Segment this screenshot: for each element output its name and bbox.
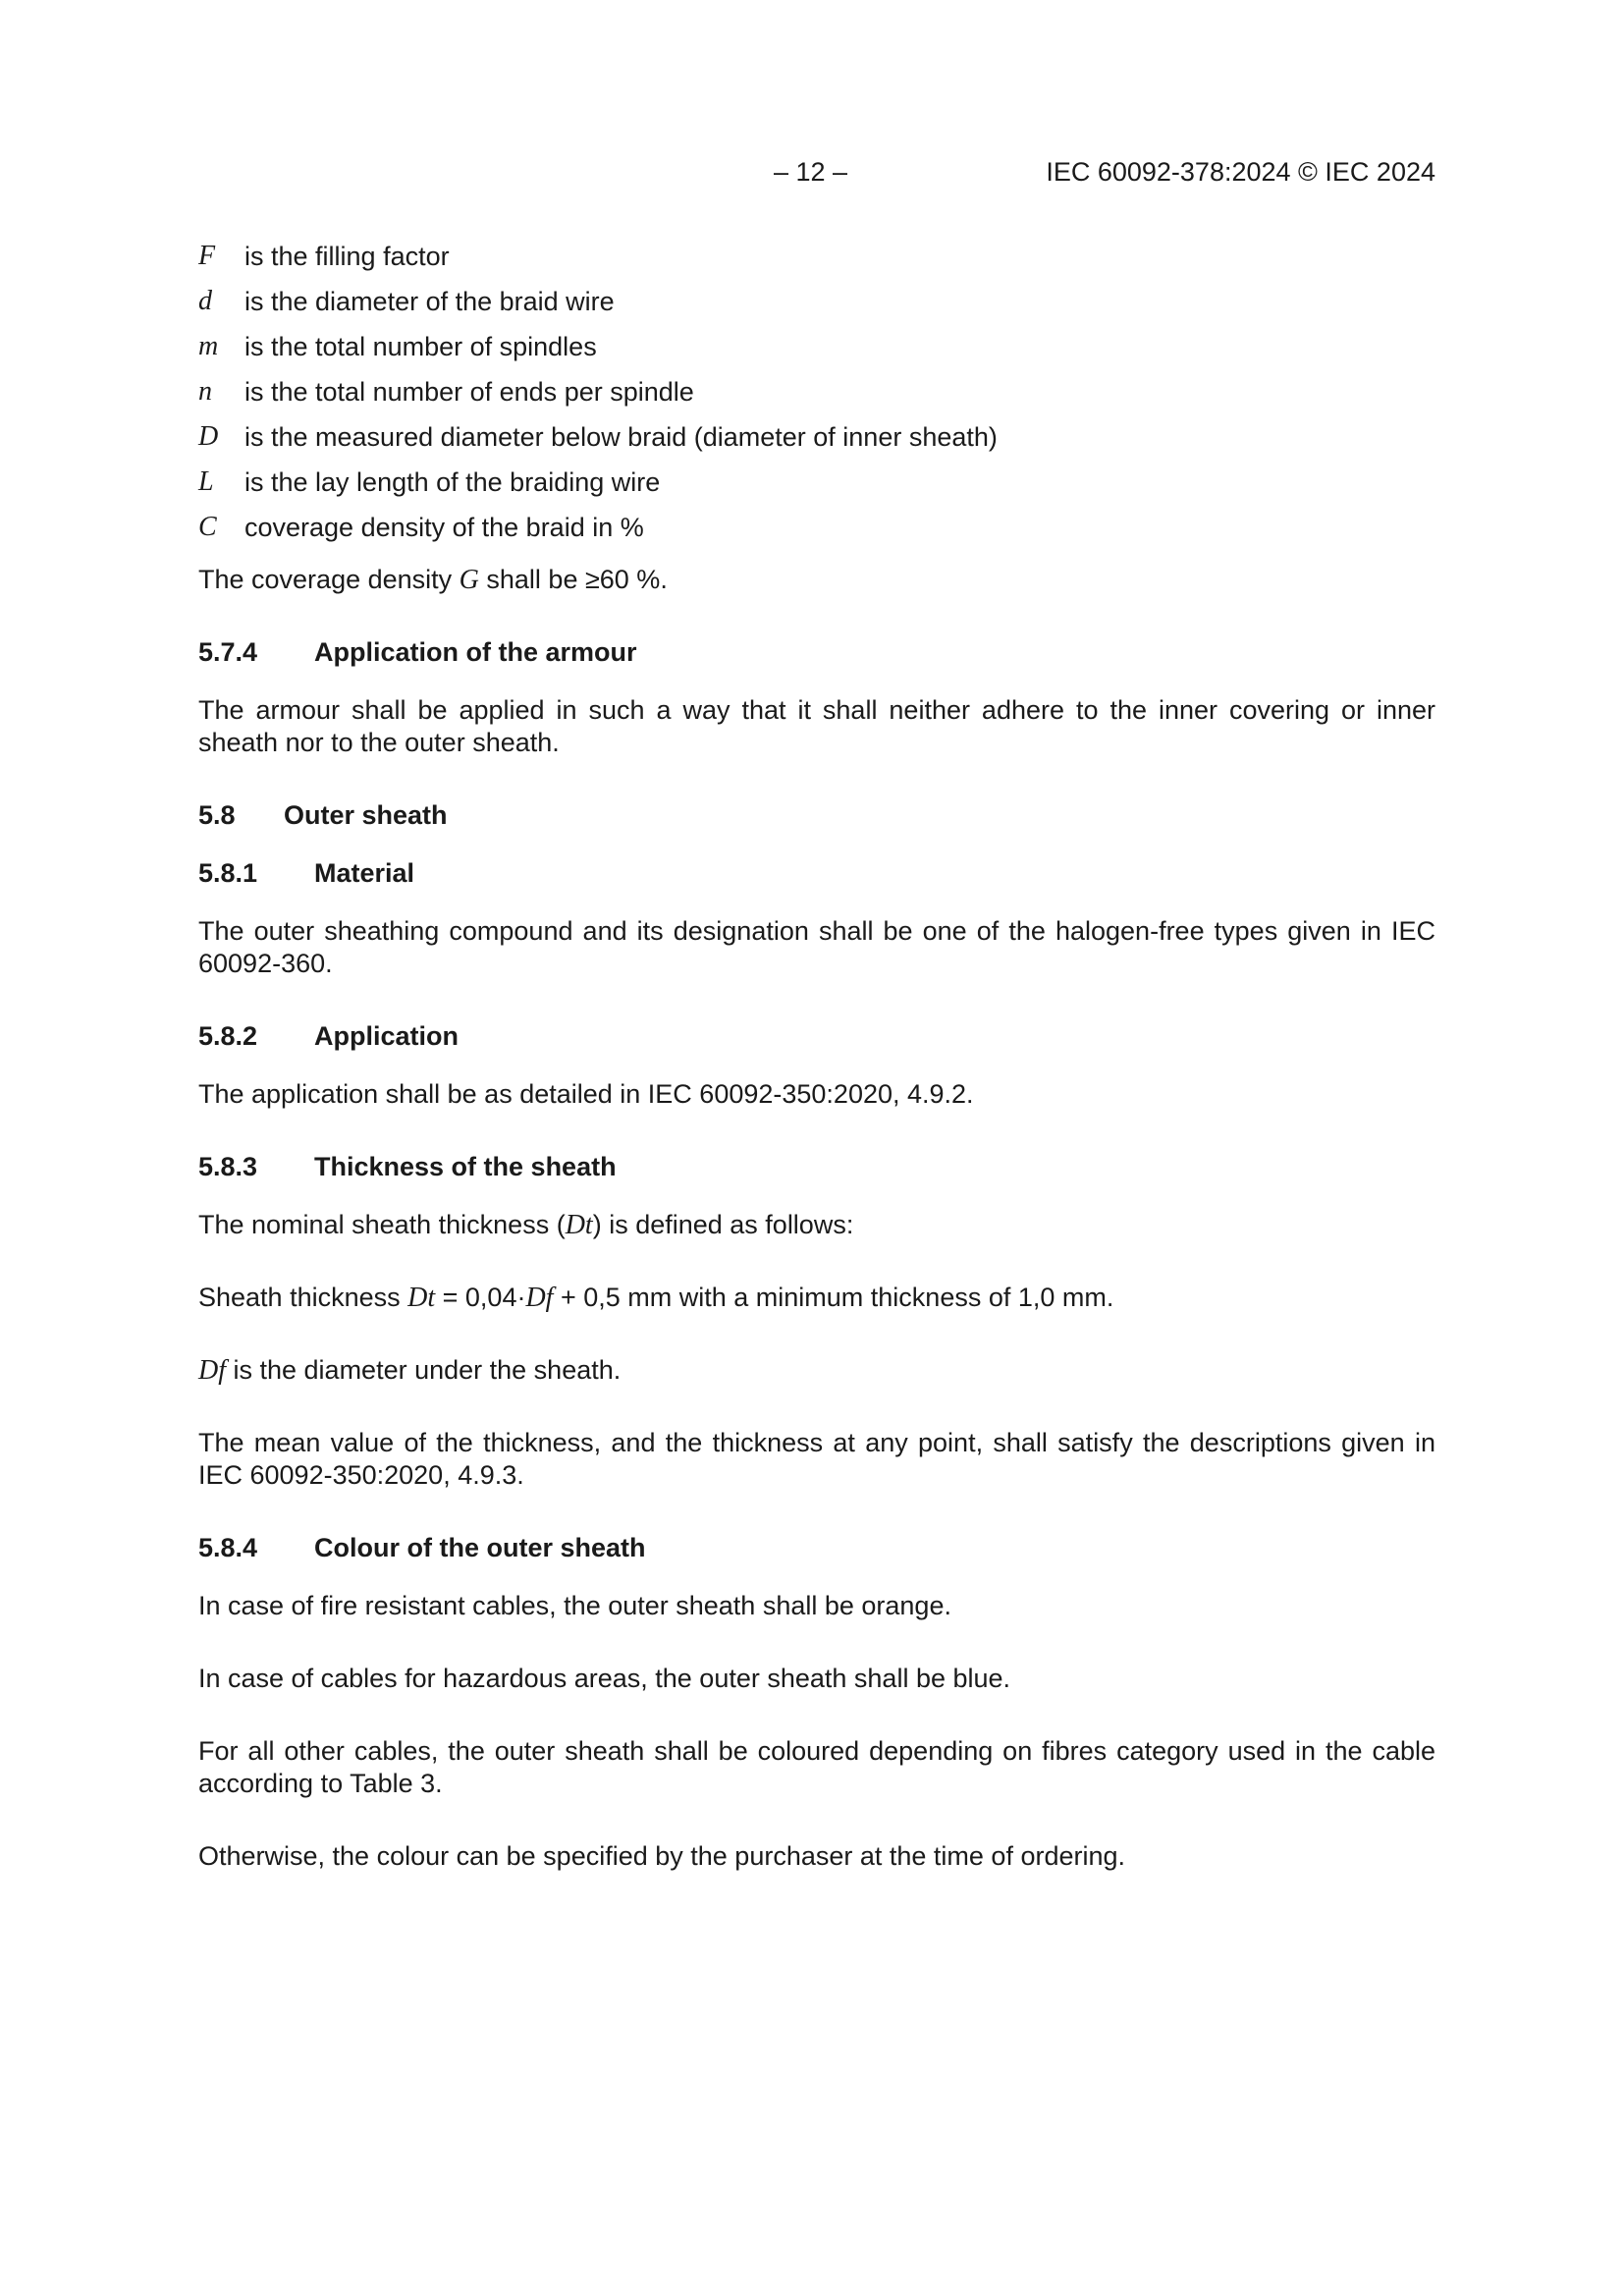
variable-description: is the filling factor: [244, 241, 450, 271]
variable-description: is the total number of spindles: [244, 331, 597, 361]
variable-description: is the diameter of the braid wire: [244, 286, 615, 316]
variable-row: [198, 369, 1435, 414]
heading-number: 5.8: [198, 800, 236, 830]
heading-5-8-3: [198, 1151, 1435, 1183]
variable-symbol: C: [198, 512, 217, 542]
page-header: [0, 157, 1623, 196]
heading-number: 5.7.4: [198, 637, 258, 667]
heading-number: 5.8.1: [198, 858, 258, 888]
variable-symbol: m: [198, 331, 219, 361]
variable-description: is the lay length of the braiding wire: [244, 466, 661, 497]
heading-number: 5.8.2: [198, 1021, 258, 1051]
colour-paragraph-hazardous: In case of cables for hazardous areas, the outer sheath shall be blue.: [198, 1664, 1011, 1693]
coverage-variable: G: [459, 565, 479, 595]
variable-symbol: d: [198, 286, 212, 316]
heading-title: Application of the armour: [314, 637, 637, 667]
thickness-intro: [198, 1209, 1435, 1241]
document-reference: IEC 60092-378:2024 © IEC 2024: [1046, 157, 1435, 187]
heading-title: Application: [314, 1021, 459, 1051]
application-paragraph: The application shall be as detailed in IEC 60092-350:2020, 4.9.2.: [198, 1079, 974, 1109]
text-span: + 0,5 mm with a minimum thickness of 1,0 mm.: [553, 1283, 1114, 1312]
mean-thickness-paragraph: The mean value of the thickness, and the thickness at any point, shall satisfy the descriptions given in IEC 60092-350:2020, 4.9.3.: [198, 1428, 1435, 1490]
coverage-text: The coverage density: [198, 565, 460, 594]
heading-number: 5.8.3: [198, 1152, 258, 1181]
heading-5-7-4: [198, 636, 1435, 669]
variable-description: coverage density of the braid in %: [244, 512, 644, 542]
armour-paragraph: The armour shall be applied in such a way that it shall neither adhere to the inner covering or inner sheath nor to the outer sheath.: [198, 695, 1435, 757]
variable-row: [198, 324, 1435, 369]
heading-5-8: [198, 799, 1435, 832]
page-number: – 12 –: [774, 157, 848, 187]
variable-row: [198, 279, 1435, 324]
dt-variable: Dt: [407, 1283, 436, 1313]
text-span: The nominal sheath thickness (: [198, 1210, 566, 1239]
coverage-text-end: shall be ≥60 %.: [478, 565, 668, 594]
variable-symbol: D: [198, 421, 219, 452]
heading-title: Outer sheath: [284, 800, 448, 830]
variable-row: [198, 414, 1435, 460]
df-variable: Df: [198, 1355, 226, 1386]
page-content: [198, 234, 1435, 1873]
coverage-requirement: [198, 564, 1435, 596]
variable-list: [198, 234, 1435, 550]
text-span: is the diameter under the sheath.: [226, 1355, 622, 1385]
colour-paragraph-fire: In case of fire resistant cables, the outer sheath shall be orange.: [198, 1591, 951, 1620]
variable-description: is the total number of ends per spindle: [244, 376, 694, 407]
variable-symbol: F: [198, 241, 216, 271]
heading-title: Thickness of the sheath: [314, 1152, 617, 1181]
variable-row: [198, 505, 1435, 550]
dt-variable: Dt: [565, 1210, 593, 1240]
heading-number: 5.8.4: [198, 1533, 258, 1562]
heading-title: Colour of the outer sheath: [314, 1533, 646, 1562]
colour-paragraph-other: For all other cables, the outer sheath shall be coloured depending on fibres category used in the cable according to Table 3.: [198, 1736, 1435, 1798]
heading-5-8-1: [198, 857, 1435, 890]
variable-symbol: L: [198, 466, 214, 497]
heading-5-8-2: [198, 1020, 1435, 1053]
text-span: Sheath thickness: [198, 1283, 408, 1312]
variable-description: is the measured diameter below braid (diameter of inner sheath): [244, 421, 998, 452]
colour-paragraph-purchaser: Otherwise, the colour can be specified by the purchaser at the time of ordering.: [198, 1841, 1126, 1871]
heading-title: Material: [314, 858, 415, 888]
df-variable: Df: [525, 1283, 554, 1313]
material-paragraph: The outer sheathing compound and its designation shall be one of the halogen-free types given in IEC 60092-360.: [198, 916, 1435, 978]
variable-symbol: n: [198, 376, 212, 407]
df-definition: [198, 1354, 1435, 1387]
thickness-formula: [198, 1282, 1435, 1314]
heading-5-8-4: [198, 1532, 1435, 1564]
text-span: = 0,04·: [435, 1283, 526, 1312]
variable-row: [198, 460, 1435, 505]
variable-row: [198, 234, 1435, 279]
text-span: ) is defined as follows:: [592, 1210, 854, 1239]
